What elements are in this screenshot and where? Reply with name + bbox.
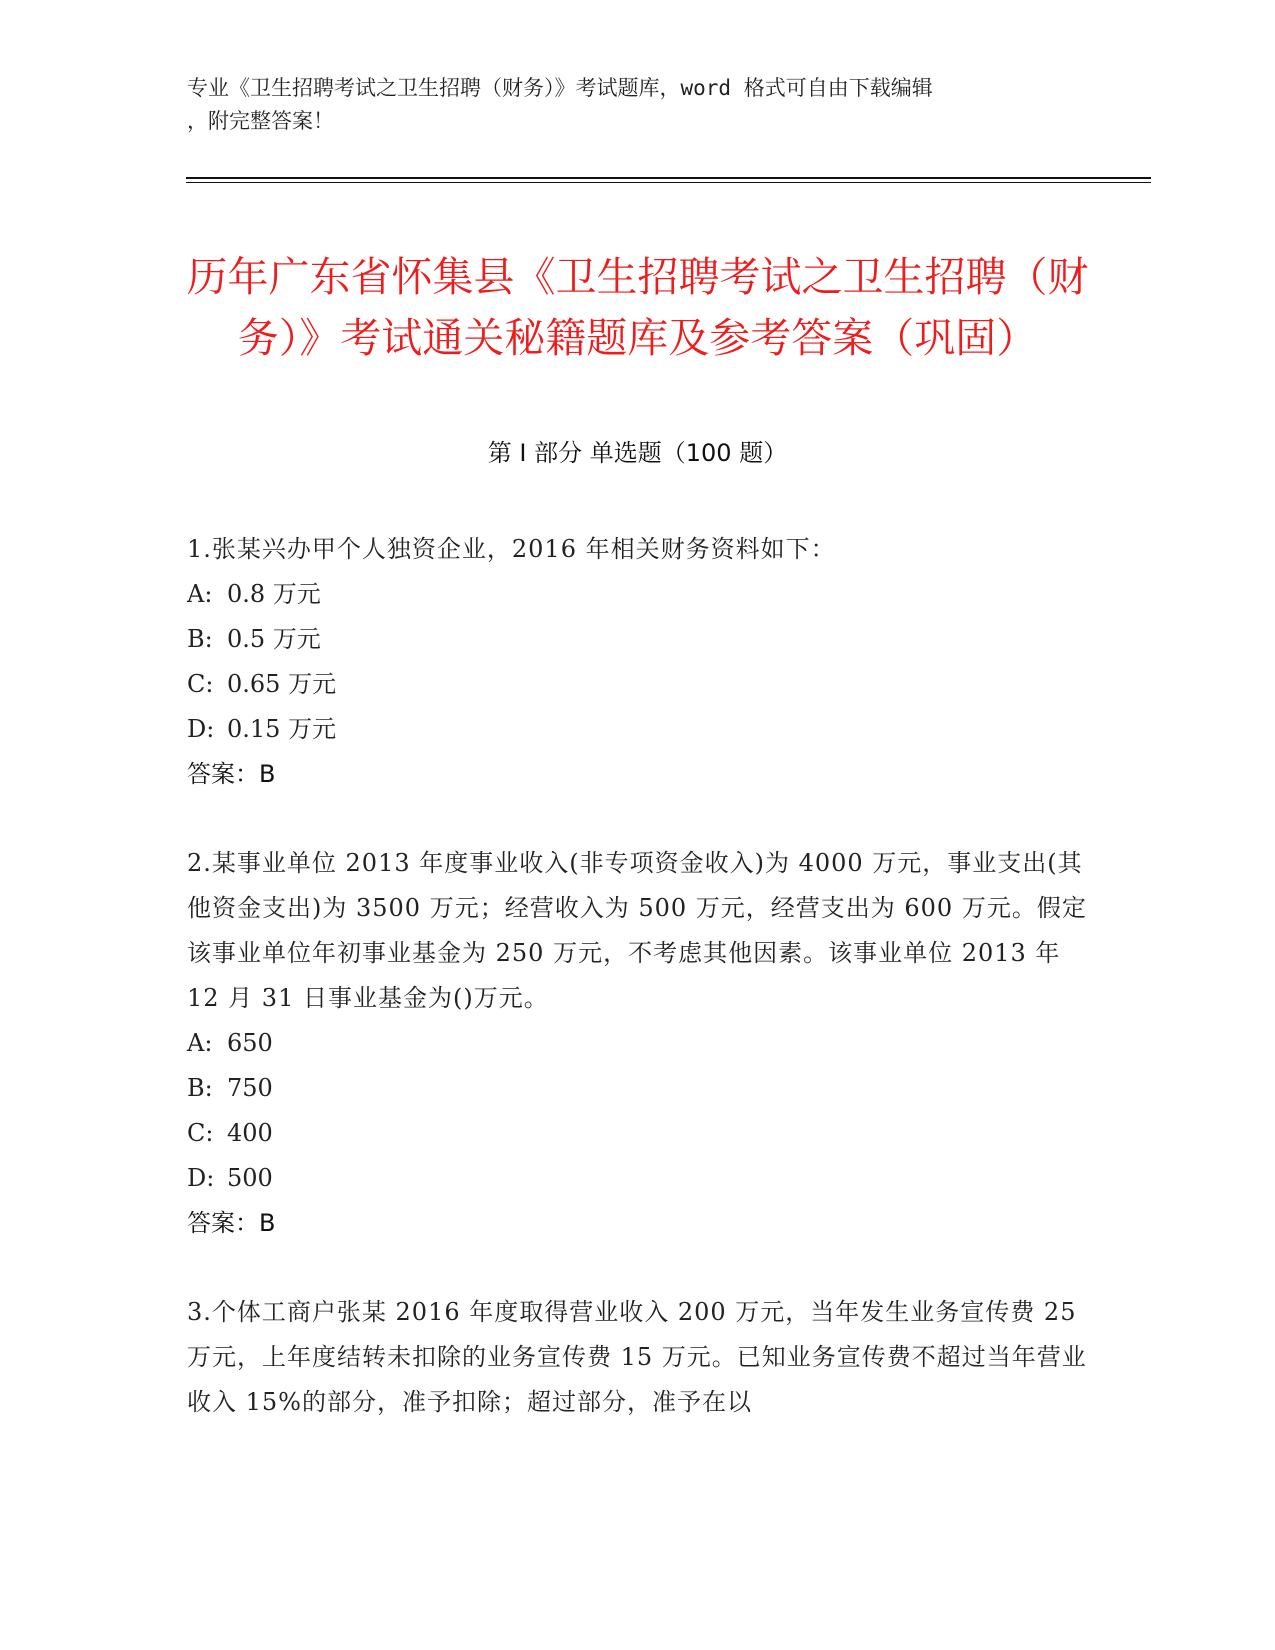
option-b bbox=[187, 617, 1087, 662]
option-letter: C: bbox=[187, 670, 214, 698]
option-text: 650 bbox=[227, 1029, 273, 1057]
option-letter: B: bbox=[187, 1074, 213, 1102]
option-c bbox=[187, 1111, 1087, 1156]
option-letter: A: bbox=[187, 580, 213, 608]
option-a bbox=[187, 1021, 1087, 1066]
option-a bbox=[187, 572, 1087, 617]
question-text: 1.张某兴办甲个人独资企业，2016 年相关财务资料如下： bbox=[187, 535, 836, 563]
header-divider-thin bbox=[186, 182, 1151, 183]
option-letter: D: bbox=[187, 1164, 215, 1192]
section-heading: 第 I 部分 单选题（100 题） bbox=[487, 439, 788, 467]
option-c bbox=[187, 662, 1087, 707]
question-list bbox=[187, 527, 1087, 1469]
option-b bbox=[187, 1066, 1087, 1111]
option-d bbox=[187, 1156, 1087, 1201]
option-letter: D: bbox=[187, 715, 215, 743]
option-d bbox=[187, 707, 1087, 752]
question-1 bbox=[187, 527, 1087, 797]
question-text: 3.个体工商户张某 2016 年度取得营业收入 200 万元，当年发生业务宣传费 25 万元，上年度结转未扣除的业务宣传费 15 万元。已知业务宣传费不超过当年营业收入 15%的部分，准予扣除；超过部分，准予在以 bbox=[187, 1298, 1087, 1416]
option-letter: A: bbox=[187, 1029, 213, 1057]
option-letter: B: bbox=[187, 625, 213, 653]
option-letter: C: bbox=[187, 1119, 214, 1147]
option-text: 500 bbox=[227, 1164, 273, 1192]
document-title: 历年广东省怀集县《卫生招聘考试之卫生招聘（财务）》考试通关秘籍题库及参考答案（巩固） bbox=[186, 253, 1089, 363]
header-note: 专业《卫生招聘考试之卫生招聘（财务）》考试题库，word 格式可自由下载编辑 ，附完整答案！ bbox=[187, 76, 933, 133]
question-2 bbox=[187, 841, 1087, 1246]
option-text: 0.8 万元 bbox=[227, 580, 321, 608]
option-text: 400 bbox=[227, 1119, 273, 1147]
answer-line: 答案：B bbox=[187, 1209, 276, 1237]
question-3 bbox=[187, 1290, 1087, 1425]
option-text: 0.5 万元 bbox=[227, 625, 321, 653]
question-text: 2.某事业单位 2013 年度事业收入(非专项资金收入)为 4000 万元，事业支出(其他资金支出)为 3500 万元；经营收入为 500 万元，经营支出为 600 万元。假定该事业单位年初事业基金为 250 万元，不考虑其他因素。该事业单位 2013 年 12 月 31 日事业基金为()万元。 bbox=[187, 849, 1087, 1012]
option-text: 750 bbox=[227, 1074, 273, 1102]
answer-line: 答案：B bbox=[187, 760, 276, 788]
option-text: 0.65 万元 bbox=[227, 670, 337, 698]
header-divider bbox=[186, 177, 1151, 179]
option-text: 0.15 万元 bbox=[227, 715, 337, 743]
